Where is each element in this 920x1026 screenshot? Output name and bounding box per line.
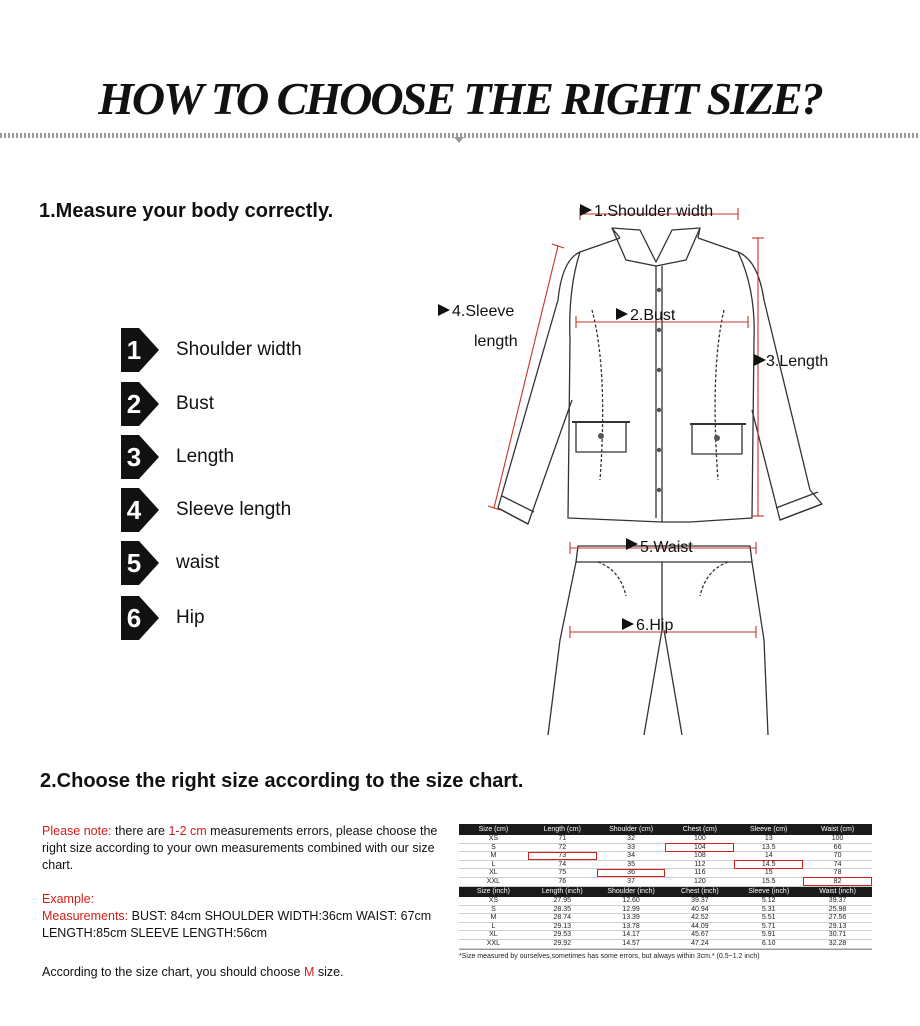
table-cell: 47.24 (665, 940, 734, 949)
table-cell: 72 (528, 843, 597, 852)
number-badge: 3 (121, 435, 159, 479)
step1-heading: 1.Measure your body correctly. (39, 200, 334, 222)
diagram-labels (438, 203, 828, 634)
number-badge: 1 (121, 328, 159, 372)
table-row (459, 869, 872, 878)
table-cell: 33 (597, 843, 666, 852)
table-cell: 27.56 (803, 914, 872, 923)
table-row (459, 852, 872, 861)
table-cell: 5.51 (734, 914, 803, 923)
garment-diagram (430, 190, 890, 740)
title-divider-notch (454, 137, 464, 143)
size-conclusion: According to the size chart, you should choose M size. (42, 965, 344, 979)
table-cell: 13.78 (597, 922, 666, 931)
table-row (459, 877, 872, 886)
table-cell: 14.17 (597, 931, 666, 940)
measurement-label: Hip (176, 607, 205, 628)
hip-label: 6.Hip (636, 617, 674, 634)
table-cell: 5.71 (734, 922, 803, 931)
table-row (459, 860, 872, 869)
list-item (121, 541, 441, 585)
list-item (121, 488, 441, 532)
list-item (121, 596, 441, 640)
number-badge: 2 (121, 382, 159, 426)
table-cell: 70 (803, 852, 872, 861)
number-badge: 5 (121, 541, 159, 585)
size-chart-table (459, 824, 872, 949)
sleeve-label-2: length (474, 333, 518, 350)
table-cell: 76 (528, 877, 597, 886)
table-cell: 39.37 (665, 897, 734, 905)
table-cell: XL (459, 869, 528, 878)
table-row (459, 843, 872, 852)
column-header: Waist (inch) (803, 886, 872, 897)
measurement-label: Sleeve length (176, 499, 292, 520)
table-cell: 30.71 (803, 931, 872, 940)
sleeve-label: 4.Sleeve (452, 303, 515, 320)
length-label: 3.Length (766, 353, 829, 370)
table-row (459, 835, 872, 843)
table-cell: 32 (597, 835, 666, 843)
table-cell: 39.37 (803, 897, 872, 905)
list-item (121, 382, 441, 426)
table-cell: 78 (803, 869, 872, 878)
size-chart-footnote: *Size measured by ourselves,sometimes has some errors, but always within 3cm.* (0.5~1.2 inch) (459, 949, 872, 960)
example-heading: Example: (42, 892, 95, 906)
table-cell: 34 (597, 852, 666, 861)
table-cell: 12.60 (597, 897, 666, 905)
number-badge: 6 (121, 596, 159, 640)
column-header: Sleeve (cm) (734, 824, 803, 835)
shoulder-label: 1.Shoulder width (594, 203, 714, 220)
table-cell: 29.53 (528, 931, 597, 940)
column-header: Length (cm) (528, 824, 597, 835)
table-cell: M (459, 852, 528, 861)
table-cell: 13.5 (734, 843, 803, 852)
measurement-label: Shoulder width (176, 339, 302, 360)
column-header: Waist (cm) (803, 824, 872, 835)
table-cell: 66 (803, 843, 872, 852)
table-cell: 6.10 (734, 940, 803, 949)
column-header: Sleeve (inch) (734, 886, 803, 897)
table-row (459, 905, 872, 914)
table-cell: 14.5 (734, 860, 803, 869)
column-header: Chest (cm) (665, 824, 734, 835)
page-title: HOW TO CHOOSE THE RIGHT SIZE? (98, 73, 822, 124)
table-cell: 29.92 (528, 940, 597, 949)
waist-label: 5.Waist (640, 539, 693, 556)
note-paragraph: Please note: there are 1-2 cm measurements errors, please choose the right size according to your own measurements combined with our size chart. (42, 824, 438, 872)
table-cell: 25.98 (803, 905, 872, 914)
table-cell: 112 (665, 860, 734, 869)
table-cell: S (459, 905, 528, 914)
column-header: Shoulder (cm) (597, 824, 666, 835)
table-cell: 44.09 (665, 922, 734, 931)
cm-header-row (459, 824, 872, 835)
table-cell: XXL (459, 877, 528, 886)
number-badge: 4 (121, 488, 159, 532)
table-cell: 14.57 (597, 940, 666, 949)
column-header: Shoulder (inch) (597, 886, 666, 897)
table-row (459, 914, 872, 923)
table-cell: 82 (803, 877, 872, 886)
table-cell: XXL (459, 940, 528, 949)
table-cell: 100 (803, 835, 872, 843)
table-cell: 27.95 (528, 897, 597, 905)
column-header: Size (inch) (459, 886, 528, 897)
table-cell: 74 (528, 860, 597, 869)
table-cell: 12.99 (597, 905, 666, 914)
size-chart (459, 824, 872, 992)
table-row (459, 931, 872, 940)
table-cell: 35 (597, 860, 666, 869)
table-cell: 36 (597, 869, 666, 878)
table-cell: XL (459, 931, 528, 940)
table-cell: 37 (597, 877, 666, 886)
table-cell: 29.13 (528, 922, 597, 931)
table-cell: 32.28 (803, 940, 872, 949)
table-cell: L (459, 922, 528, 931)
table-cell: 29.13 (803, 922, 872, 931)
table-cell: 73 (528, 852, 597, 861)
list-item (121, 435, 441, 479)
table-cell: 74 (803, 860, 872, 869)
measurement-label: Bust (176, 393, 215, 414)
table-row (459, 922, 872, 931)
bust-label: 2.Bust (630, 307, 676, 324)
table-cell: 13.39 (597, 914, 666, 923)
table-cell: XS (459, 897, 528, 905)
table-cell: 100 (665, 835, 734, 843)
table-cell: 28.35 (528, 905, 597, 914)
table-cell: 15.5 (734, 877, 803, 886)
table-cell: 15 (734, 869, 803, 878)
measurement-label: Length (176, 446, 235, 467)
table-cell: 75 (528, 869, 597, 878)
table-row (459, 940, 872, 949)
table-cell: L (459, 860, 528, 869)
table-cell: 104 (665, 843, 734, 852)
table-cell: S (459, 843, 528, 852)
step2-heading: 2.Choose the right size according to the size chart. (40, 770, 524, 792)
measurement-label: waist (176, 552, 220, 573)
example-measurements: Measurements: BUST: 84cm SHOULDER WIDTH:36cm WAIST: 67cm LENGTH:85cm SLEEVE LENGTH:56cm (42, 909, 432, 940)
table-cell: XS (459, 835, 528, 843)
table-cell: 28.74 (528, 914, 597, 923)
table-cell: 40.94 (665, 905, 734, 914)
table-cell: 14 (734, 852, 803, 861)
table-cell: 45.67 (665, 931, 734, 940)
table-cell: 116 (665, 869, 734, 878)
table-cell: 5.12 (734, 897, 803, 905)
table-cell: 5.31 (734, 905, 803, 914)
table-row (459, 897, 872, 905)
table-cell: 120 (665, 877, 734, 886)
table-cell: 42.52 (665, 914, 734, 923)
column-header: Length (inch) (528, 886, 597, 897)
column-header: Chest (inch) (665, 886, 734, 897)
size-note (42, 823, 454, 981)
table-cell: 13 (734, 835, 803, 843)
table-cell: 108 (665, 852, 734, 861)
inch-header-row (459, 886, 872, 897)
garment-illustration (430, 190, 890, 740)
table-cell: 71 (528, 835, 597, 843)
table-cell: M (459, 914, 528, 923)
column-header: Size (cm) (459, 824, 528, 835)
list-item (121, 328, 441, 372)
table-cell: 5.91 (734, 931, 803, 940)
